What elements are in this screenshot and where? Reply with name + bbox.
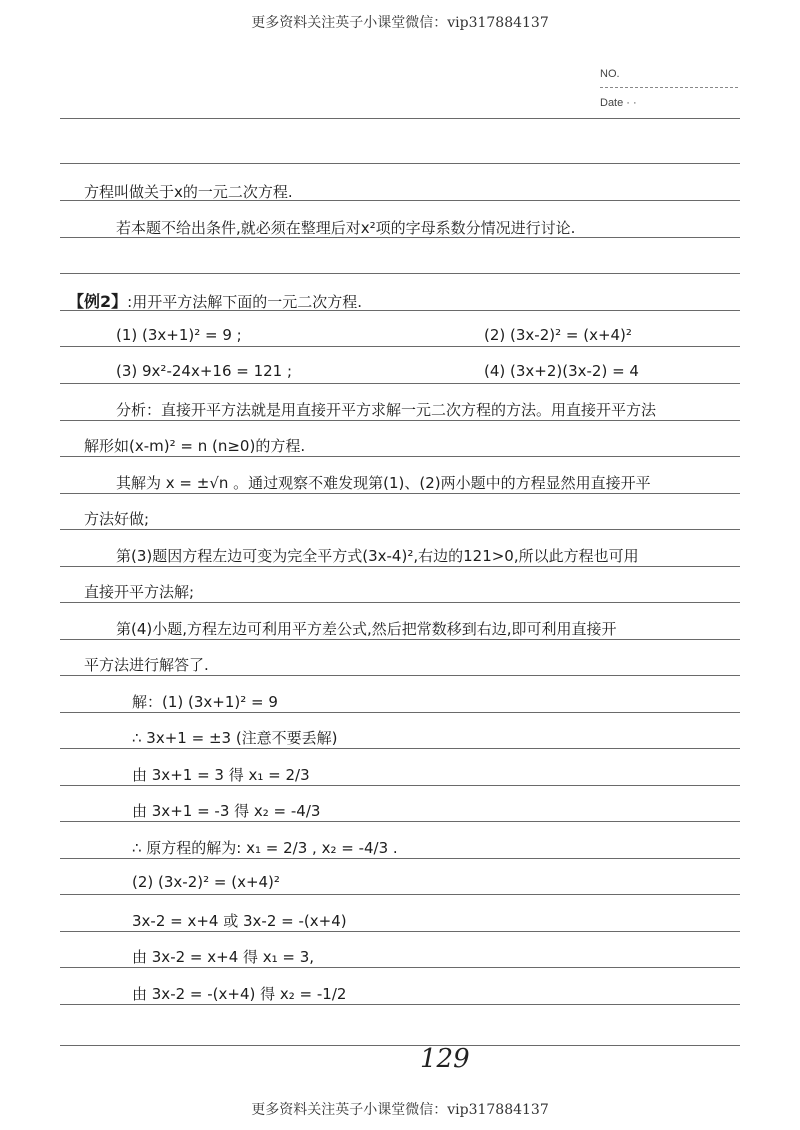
example-instruction: :用开平方法解下面的一元二次方程. xyxy=(127,293,362,311)
ruled-line xyxy=(60,967,740,968)
ruled-line xyxy=(60,858,740,859)
solution-line: (2) (3x-2)² = (x+4)² xyxy=(132,873,280,891)
example-heading xyxy=(68,289,748,312)
text-line: 第(4)小题,方程左边可利用平方差公式,然后把常数移到右边,即可利用直接开 xyxy=(116,620,617,638)
solution-line: 由 3x+1 = -3 得 x₂ = -4/3 xyxy=(132,802,321,820)
problem-1: (1) (3x+1)² = 9 ; xyxy=(116,326,242,344)
text-line: 直接开平方法解; xyxy=(84,583,195,601)
text-line: 分析：直接开平方法就是用直接开平方求解一元二次方程的方法。用直接开平方法 xyxy=(116,401,657,419)
ruled-line xyxy=(60,894,740,895)
notebook-no-label: NO. xyxy=(600,68,620,80)
ruled-line xyxy=(60,602,740,603)
notebook-date-label: Date · · xyxy=(600,97,637,109)
ruled-line xyxy=(60,529,740,530)
ruled-line xyxy=(60,346,740,347)
text-line: 方法好做; xyxy=(84,510,150,528)
text-line: 第(3)题因方程左边可变为完全平方式(3x-4)²,右边的121>0,所以此方程也可用 xyxy=(116,547,639,565)
ruled-line xyxy=(60,748,740,749)
text-line: 平方法进行解答了. xyxy=(84,656,209,674)
ruled-line xyxy=(60,456,740,457)
no-dotted-line xyxy=(600,87,738,88)
text-line: 其解为 x = ±√n 。通过观察不难发现第(1)、(2)两小题中的方程显然用直接开平 xyxy=(116,474,651,492)
solution-line: 3x-2 = x+4 或 3x-2 = -(x+4) xyxy=(132,912,347,930)
problem-2: (2) (3x-2)² = (x+4)² xyxy=(484,326,632,344)
ruled-line xyxy=(60,785,740,786)
watermark-bottom: 更多资料关注英子小课堂微信：vip317884137 xyxy=(251,1102,549,1118)
ruled-line xyxy=(60,639,740,640)
example-label: 【例2】 xyxy=(68,292,128,311)
ruled-line xyxy=(60,1004,740,1005)
problem-3: (3) 9x²-24x+16 = 121 ; xyxy=(116,362,293,380)
solution-line: ∴ 原方程的解为: x₁ = 2/3 , x₂ = -4/3 . xyxy=(132,839,398,857)
ruled-line xyxy=(60,821,740,822)
ruled-line xyxy=(60,273,740,274)
problem-row xyxy=(116,362,796,380)
solution-line: ∴ 3x+1 = ±3 (注意不要丢解) xyxy=(132,729,338,747)
solution-line: 解：(1) (3x+1)² = 9 xyxy=(132,693,278,711)
solution-line: 由 3x-2 = -(x+4) 得 x₂ = -1/2 xyxy=(132,985,347,1003)
text-line: 若本题不给出条件,就必须在整理后对x²项的字母系数分情况进行讨论. xyxy=(116,219,576,237)
solution-line: 由 3x+1 = 3 得 x₁ = 2/3 xyxy=(132,766,310,784)
text-line: 方程叫做关于x的一元二次方程. xyxy=(84,183,293,201)
ruled-line xyxy=(60,118,740,119)
watermark-top: 更多资料关注英子小课堂微信：vip317884137 xyxy=(251,15,549,31)
text-line: 解形如(x-m)² = n (n≥0)的方程. xyxy=(84,437,306,455)
ruled-line xyxy=(60,931,740,932)
page-number: 129 xyxy=(420,1044,470,1074)
ruled-line xyxy=(60,675,740,676)
ruled-line xyxy=(60,712,740,713)
problem-row xyxy=(116,326,796,344)
problem-4: (4) (3x+2)(3x-2) = 4 xyxy=(484,362,639,380)
ruled-line xyxy=(60,163,740,164)
ruled-line xyxy=(60,493,740,494)
ruled-line xyxy=(60,1045,740,1046)
ruled-line xyxy=(60,383,740,384)
ruled-line xyxy=(60,566,740,567)
solution-line: 由 3x-2 = x+4 得 x₁ = 3, xyxy=(132,948,315,966)
ruled-line xyxy=(60,420,740,421)
